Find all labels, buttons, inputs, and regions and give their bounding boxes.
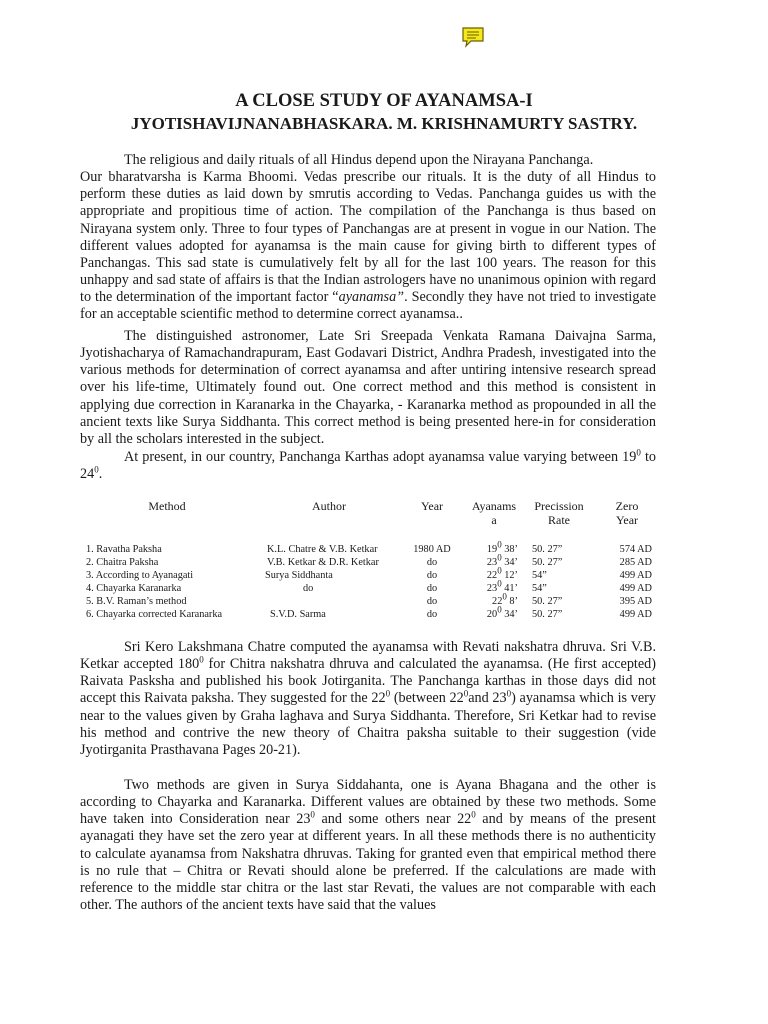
header-precession-rate: Precission Rate (534, 499, 584, 527)
paragraph-intro: The religious and daily rituals of all Hindus depend upon the Nirayana Panchanga. Our bharatvarsha is Karma Bhoomi. Vedas prescribe our rituals. It is the duty of all Hindus to perform these duties as laid down by smrutis according to Vedas. Panchanga guides us with the appropriate and propitious time of action. The compilation of the Panchanga is thus based on Nirayana system only. Three to four types of Panchangas are at present in vogue in our Nation. The different values adopted for ayanamsa is the main cause for giving birth to different types of Panchangas. This sad state is cumulatively felt by all for the last 100 years. The reason for this unhappy and sad state of affairs is that the Indian astrologers have no unanimous opinion with regard to the determination of the important factor “ayanamsa”. Secondly they have not tried to investigate for an acceptable scientific method to determine correct ayanamsa.. (80, 152, 657, 323)
table-row: 3. According to Ayanagati Surya Siddhanta do $22^0$ 12’ 54” 499 AD (86, 565, 652, 581)
paragraph-chatre-ketkar: Sri Kero Lakshmana Chatre computed the ayanamsa with Revati nakshatra dhruva. Sri V.B. Ketkar accepted $180^0$ for Chitra nakshatra dhruva and calculated the ayanamsa. (He first accepted) Raivata Pasksha and published his book Jotirganita. The Panchanga karthas in those days did not accept this Raivata paksha. They suggested for the $22^0$ (between $22^0and$ $23^0$) ayanamsa which is very near to the values given by Graha laghava and Surya Siddhanta. Therefore, Sri Ketkar had to revise his method and contrive the new theory of Chaitra paksha suitable to their suggestion (vide Jyotirganita Prasthavana Pages 20-21). (80, 639, 656, 758)
table-row: 5. B.V. Raman’s method do $22^0$ 8’ 50. 27” 395 AD (86, 591, 652, 607)
table-row: 6. Chayarka corrected Karanarka S.V.D. Sarma do $20^0$ 34’ 50. 27” 499 AD (86, 604, 652, 620)
header-year: Year (420, 499, 444, 513)
author-line: JYOTISHAVIJNANABHASKARA. M. KRISHNAMURTY SASTRY. (130, 114, 638, 133)
header-method: Method (148, 499, 186, 513)
paragraph-present-values: At present, in our country, Panchanga Karthas adopt ayanamsa value varying between $19^0$ to $24^0$. (80, 447, 656, 483)
document-title: A CLOSE STUDY OF AYANAMSA-I (235, 91, 533, 111)
header-author: Author (312, 499, 346, 513)
table-row: 1. Ravatha Paksha K.L. Chatre & V.B. Ketkar 1980 AD $19^0$ 38’ 50. 27” 574 AD (86, 539, 652, 555)
paragraph-astronomer: The distinguished astronomer, Late Sri Sreepada Venkata Ramana Daivajna Sarma, Jyotishacharya of Ramachandrapuram, East Godavari District, Andhra Pradesh, investigated into the various methods for determination of correct ayanamsa and after untiring intensive research spread over his life-time, Ultimately found out. One correct method and this method is consistent in applying due correction in Karanarka in the Chayarka, - Karanarka method as propounded in all the ancient texts like Surya Siddhanta. This correct method is being presented here-in for consideration by all the scholars interested in the subject. (80, 328, 656, 447)
paragraph-surya-siddhanta: Two methods are given in Surya Siddahanta, one is Ayana Bhagana and the other is according to Chayarka and Karanarka. Different values are obtained by these two methods. Some have taken into Consideration near $23^0$ and some others near $22^0$ and by means of the present ayanagati they have set the zero year at different years. In all these methods there is no authenticity to calculate ayanamsa from Nakshatra dhruvas. Taking for granted even that empirical method there is no rule that – Chitra or Revati should alone be preferred. If the calculations are made with reference to the middle star chitra or the last star Revati, the values are not comparable with each other. The authors of the ancient texts have said that the values (80, 777, 656, 914)
table-row: 4. Chayarka Karanarka do do $23^0$ 41’ 54” 499 AD (86, 578, 652, 594)
header-ayanamsa: Ayanams a (471, 499, 517, 527)
header-zero-year: Zero Year (615, 499, 639, 527)
table-row: 2. Chaitra Paksha V.B. Ketkar & D.R. Ketkar do $23^0$ 34’ 50. 27” 285 AD (86, 552, 652, 568)
comment-note-icon[interactable] (461, 26, 485, 48)
